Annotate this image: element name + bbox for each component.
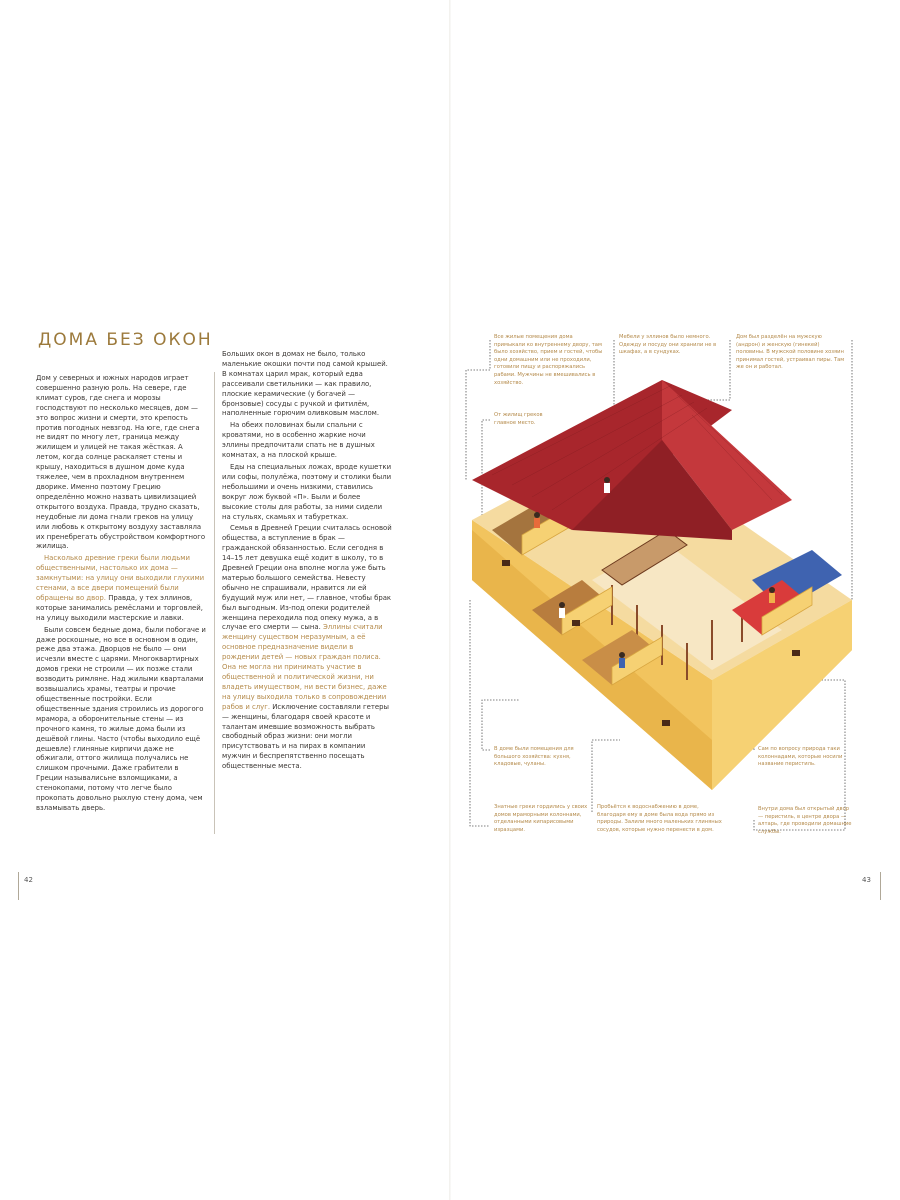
greek-house-illustration (462, 380, 862, 840)
callout-courtyard: Все жилые помещения дома примыкали ко внутреннему двору, там было хозяйство, прием и гостей, чтобы одни домашним или не проходили, готовили пищу и распоряжались рабами. Мужчины не вмешивались в хозяйство. (494, 334, 603, 386)
page-edge-mark (880, 872, 881, 900)
paragraph: Больших окон в домах не было, только маленькие окошки почти под самой крышей. В комнатах царил мрак, который едва рассеивали светильники — как правило, плоские керамические (у богачей — бронзовые) сосуды с ручкой и фитилём, наполненные горючим оливковым маслом. (222, 350, 388, 418)
page-title: ДОМА БЕЗ ОКОН (38, 330, 213, 350)
paragraph: Дом у северных и южных народов играет совершенно разную роль. На севере, где климат суров, где снега и морозы господствуют по несколько месяцев, дом — это вопрос жизни и смерти, это крепость против погодных невзгод. На юге, где снега не видят по многу лет, граница между жилищем и улицей не такая жёсткая. А летом, когда солнце раскаляет стены и крышу, находиться в душном доме куда тяжелее, чем в прохладном внутреннем дворике. Именно поэтому Грецию определённо можно назвать цивилизацией открытого воздуха. Правда, трудно сказать, неудобные ли дома гнали греков на улицу или любовь к открытому воздуху заставляла их пренебрегать обустройством комфортного жилища. (36, 374, 206, 551)
callout-furniture: Мебели у эллинов было немного. Одежду и посуду они хранили не в шкафах, а в сундуках. (619, 334, 717, 356)
highlighted-text: Насколько древние греки были людьми общественными, настолько их дома — замкнутыми: на улицу они выходили глухими стенами, а все двери помещений были обращены во двор. (36, 554, 205, 602)
paragraph-tail: Исключение составляли гетеры — женщины, благодаря своей красоте и талантам имевшие возможность выбрать свободный образ жизни: они могли присутствовать и на пирах в компании мужчин и беспрепятственно посещать общественные места. (222, 702, 389, 771)
paragraph-head: Семья в Древней Греции считалась основой общества, а вступление в брак — гражданской обязанностью. Если сегодня в 14–15 лет девушка ещё ходит в школу, то в Древней Греции она вполне могла уже быть матерью большого семейства. Невесту обычно не спрашивали, нравится ли ей будущий муж или нет, — главное, чтобы брак был выгодным. Из-под опеки родителей женщина переходила под опеку мужа, а в случае его смерти — сына. (222, 524, 392, 632)
callout-peristyle: Сам по вопросу природа таки колоннадами, которые носили название перистиль. (758, 746, 843, 768)
paragraph: Были совсем бедные дома, были побогаче и даже роскошные, но все в основном в один, реже два этажа. Дворцов не было — они исчезли вместе с царями. Многоквартирных домов греки не строили — их позже стали возводить римляне. Над жилыми кварталами возвышались храмы, театры и прочие общественные постройки. Если общественные здания строились из дорогого мрамора, а оборонительные стены — из прочного камня, то жилые дома были из дешёвой глины. Часто (чтобы выходило ещё дешевле) глиняные кирпичи даже не обжигали, оттого жилища получались не слишком прочными. Даже грабители в Греции называлисьне взломщиками, а стенокопами, потому что легче было прокопать довольно рыхлую стену дома, чем взламывать дверь. (36, 625, 206, 812)
callout-andron: Дом был разделён на мужскую (андрон) и женскую (гинекей) половины. В мужской половине хозяин принимал гостей, устраивал пиры. Там же он и работал. (736, 334, 845, 371)
page-number-left: 42 (24, 876, 33, 884)
paragraph: Еды на специальных ложах, вроде кушетки или софы, полулёжа, поэтому и столики были небольшими и очень низкими, ставились вокруг лож буквой «П». Были и более высокие столы для работы, за ними сидели на стульях, скамьях и табуретках. (222, 462, 392, 521)
callout-hearth: От жилищ греков главное место. (494, 412, 543, 426)
callout-storage: В доме были помещения для большого хозяйства: кухня, кладовые, чуланы. (494, 746, 574, 768)
callout-water: Пробьётся к водоснабжению в доме, благодаря ему в доме была вода прямо из природы. Залили много маленьких глиняных сосудов, которые нужно перенести в дом. (597, 804, 722, 833)
paragraph-tail: Правда, у тех эллинов, которые занимались ремёслами и торговлей, на улицу выходили мастерские и лавки. (36, 593, 203, 622)
paragraph: На обеих половинах были спальни с кроватями, но в особенно жаркие ночи эллины предпочитали спать не в душных комнатах, а на плоской крыше. (222, 421, 375, 460)
callout-columns: Знатные греки гордились у своих домов мраморными колоннами, отделанными кипарисовыми изразцами. (494, 804, 588, 833)
page-number-right: 43 (862, 876, 871, 884)
highlighted-text: Эллины считали женщину существом неразумным, а её основное предназначение видели в рождении детей — новых граждан полиса. Она не могла ни принимать участие в общественной и политической жизни, ни владеть имуществом, ни вести бизнес, даже на улицу выходила только в сопровождении рабов и слуг. (222, 623, 387, 711)
callout-altar: Внутри дома был открытый двор — перистиль, в центре двора — алтарь, где проводили домашние службы. (758, 806, 852, 835)
